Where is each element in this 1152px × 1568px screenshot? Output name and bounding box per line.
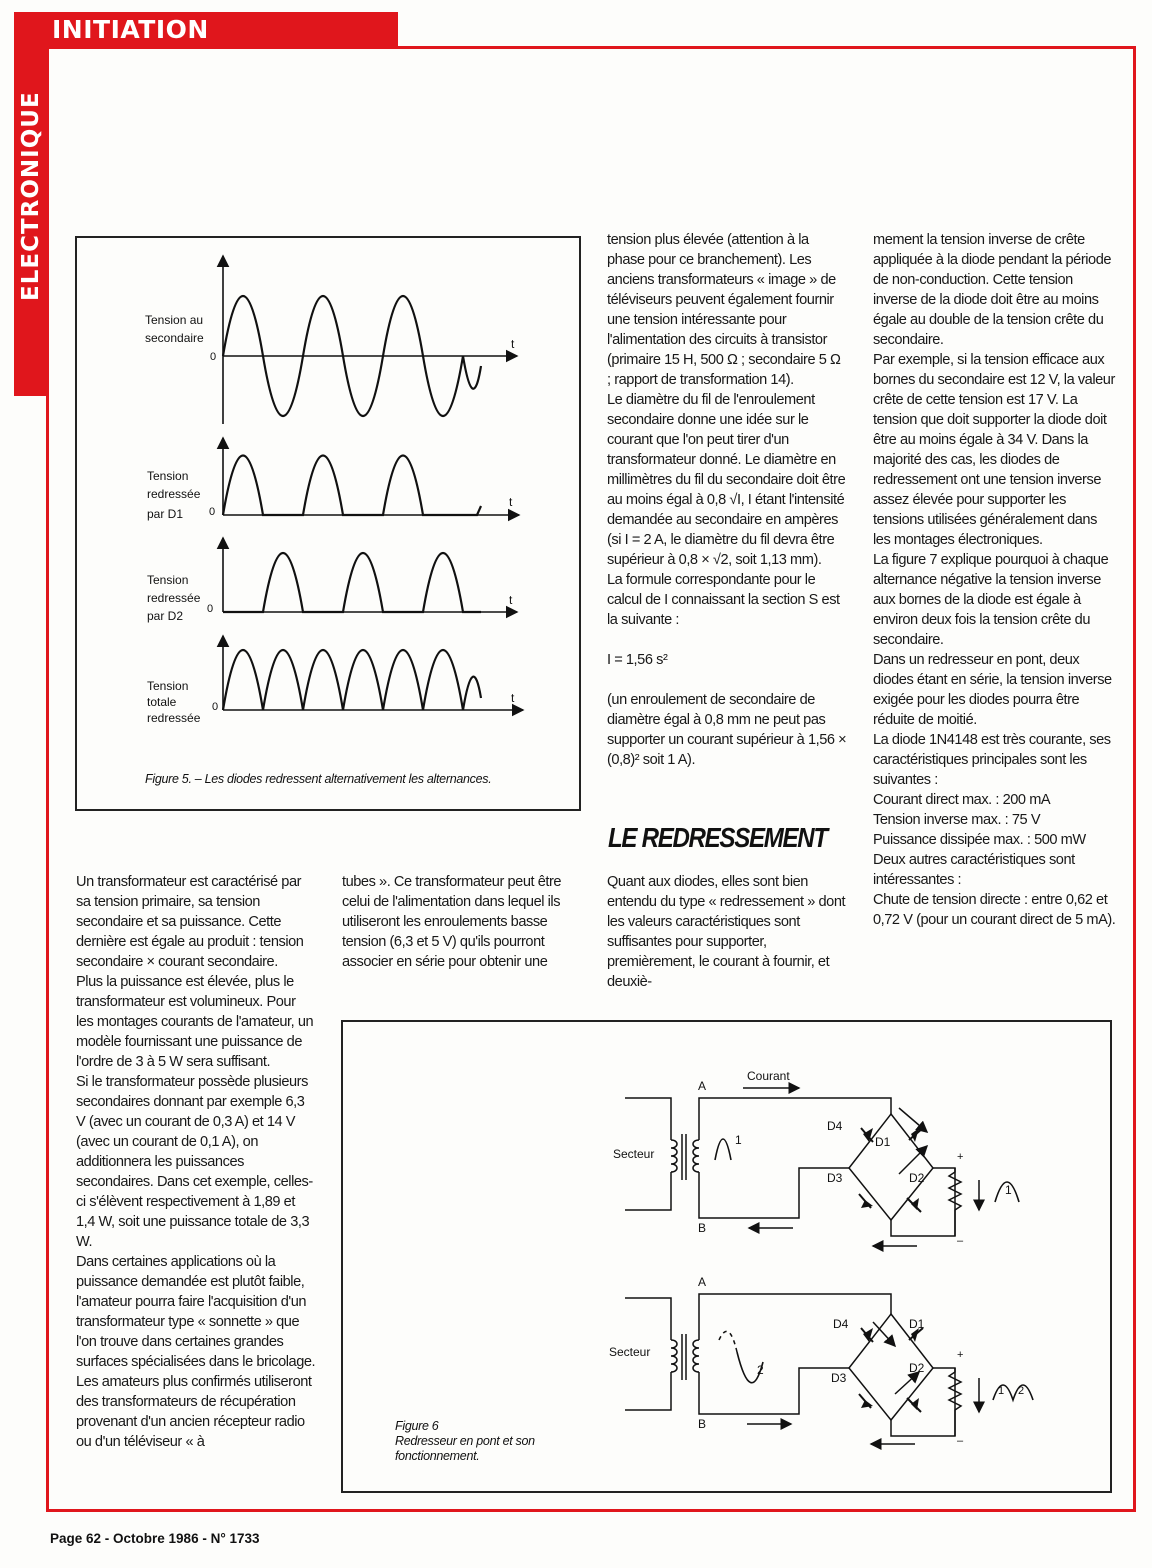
label-mains-bottom: Secteur [609, 1345, 651, 1359]
figure-6 [341, 1020, 1112, 1493]
primary-coil-top [671, 1140, 677, 1172]
label-d2-top: D2 [909, 1171, 925, 1185]
label-d1-top: D1 [875, 1135, 891, 1149]
column-2 [342, 872, 582, 972]
label-d2-2: redressée [147, 591, 201, 605]
column-3 [607, 230, 847, 770]
label-d1-2: redressée [147, 487, 201, 501]
label-alt2-bottom: 2 [757, 1363, 764, 1377]
label-d2-bottom: D2 [909, 1361, 925, 1375]
page-footer: Page 62 - Octobre 1986 - N° 1733 [50, 1531, 260, 1546]
paragraph: Les amateurs plus confirmés utiliseront des transformateurs de récupération provenant d'un ancien récepteur radio ou d'un téléviseur « à [76, 1374, 312, 1450]
zero-total: 0 [212, 701, 219, 713]
label-alt1-top: 1 [735, 1133, 742, 1147]
label-total-1: Tension [147, 679, 189, 693]
t-total: t [511, 691, 515, 705]
label-plus-bottom: + [957, 1349, 964, 1361]
wave-d1 [223, 456, 481, 516]
label-a-bottom: A [698, 1275, 707, 1289]
label-d4-bottom: D4 [833, 1317, 849, 1331]
formula-note: (un enroulement de secondaire de diamètre égal à 0,8 mm ne peut pas supporter un courant supérieur à 1,56 × (0,8)² soit 1 A). [607, 692, 847, 768]
paragraph: Un transformateur est caractérisé par sa tension primaire, sa tension secondaire et sa puissance. Cette dernière est égale au produit : tension secondaire × courant secondaire. [76, 874, 304, 970]
label-b-bottom: B [698, 1417, 707, 1431]
wave-d2 [223, 553, 481, 612]
figure-5-graph [77, 238, 579, 809]
t-d2: t [509, 593, 513, 607]
label-d4-top: D4 [827, 1119, 843, 1133]
paragraph: Plus la puissance est élevée, plus le transformateur est volumineux. Pour les montages courants de l'amateur, un modèle fournissant une puissance de l'ordre de 3 à 5 W sera suffisant. [76, 974, 314, 1070]
label-a-top: A [698, 1079, 707, 1093]
paragraph: Dans certaines applications où la puissance demandée est plutôt faible, l'amateur pourra faire l'acquisition d'un transformateur type « sonnette » que l'on trouve dans certaines grandes surfaces spécialisées dans le bricolage. [76, 1254, 316, 1370]
label-d3-top: D3 [827, 1171, 843, 1185]
paragraph: tension plus élevée (attention à la phase pour ce branchement). Les anciens transformateurs « image » de téléviseurs peuvent également fournir une tension intéressante pour l'alimentation des circuits à transistor (primaire 15 H, 500 Ω ; secondaire 5 Ω ; rapport de transformation 14). [607, 232, 841, 388]
label-secondary-2: secondaire [145, 331, 204, 345]
formula: I = 1,56 s² [607, 652, 668, 668]
figure-5 [75, 236, 581, 811]
wave-total [223, 650, 481, 710]
wire-a-top [699, 1098, 891, 1140]
column-4 [873, 230, 1116, 930]
label-secondary-1: Tension au [145, 313, 204, 327]
section-heading: LE REDRESSEMENT [608, 822, 827, 853]
label-alt1-load-bottom: 1 [998, 1385, 1005, 1397]
label-mains-top: Secteur [613, 1147, 655, 1161]
label-d2-1: Tension [147, 573, 189, 587]
column-3-bottom [607, 872, 847, 992]
figure-6-caption-1: Redresseur en pont et son [395, 1434, 535, 1448]
label-b-top: B [698, 1221, 707, 1235]
label-alt2-load-bottom: 2 [1018, 1385, 1025, 1397]
zero-secondary: 0 [210, 351, 217, 363]
paragraph: La figure 7 explique pourquoi à chaque alternance négative la tension inverse aux bornes de la diode est égale à environ deux fois la tension crête du secondaire. [873, 552, 1109, 648]
label-d3-bottom: D3 [831, 1371, 847, 1385]
spec-line: Tension inverse max. : 75 V [873, 812, 1041, 828]
zero-d2: 0 [207, 603, 214, 615]
spec-line: Courant direct max. : 200 mA [873, 792, 1051, 808]
figure-5-caption: Figure 5. – Les diodes redressent alternativement les alternances. [145, 772, 492, 786]
paragraph: Par exemple, si la tension efficace aux bornes du secondaire est 12 V, la valeur crête de cette tension est 17 V. La tension que doit supporter la diode doit être au moins égale à 34 V. Dans la majorité des cas, les diodes de redressement ont une tension inverse assez élevée pour supporter les tensions utilisées généralement dans les montages électroniques. [873, 352, 1115, 548]
paragraph: La diode 1N4148 est très courante, ses caractéristiques principales sont les suivantes : [873, 732, 1111, 788]
label-minus-top: – [957, 1235, 964, 1247]
section-title: INITIATION [52, 15, 209, 44]
secondary-coil-top [693, 1140, 699, 1172]
paragraph: Dans un redresseur en pont, deux diodes étant en série, la tension inverse exigée pour les diodes pourra être réduite de moitié. [873, 652, 1112, 728]
label-d1-3: par D1 [147, 507, 184, 521]
figure-6-caption-2: fonctionnement. [395, 1449, 480, 1463]
label-d1-bottom: D1 [909, 1317, 925, 1331]
label-d2-3: par D2 [147, 609, 184, 623]
label-minus-bottom: – [957, 1435, 964, 1447]
paragraph: mement la tension inverse de crête appliquée à la diode pendant la période de non-conduction. Cette tension inverse de la diode doit être au moins égale au double de la tension crête du secondaire. [873, 232, 1112, 348]
label-plus-top: + [957, 1151, 964, 1163]
label-alt1-load-top: 1 [1005, 1183, 1012, 1197]
label-total-3: redressée [147, 711, 201, 725]
t-secondary: t [511, 337, 515, 351]
paragraph: Le diamètre du fil de l'enroulement secondaire donne une idée sur le courant que l'on peut tirer d'un transformateur donné. Le diamètre en millimètres du fil du secondaire doit être au moins égal à 0,8 √I, I étant l'intensité demandée au secondaire en ampères (si I = 2 A, le diamètre du fil devra être supérieur à 0,8 × √2, soit 1,13 mm). [607, 392, 846, 568]
column-1 [76, 872, 316, 1452]
figure-6-title: Figure 6 [395, 1419, 439, 1433]
paragraph: Quant aux diodes, elles sont bien entendu du type « redressement » dont les valeurs caractéristiques sont suffisantes pour supporter, premièrement, le courant à fournir, et deuxiè- [607, 874, 846, 990]
label-total-2: totale [147, 695, 177, 709]
sidebar-title: ELECTRONIQUE [18, 91, 44, 301]
paragraph: Chute de tension directe : entre 0,62 et 0,72 V (pour un courant direct de 5 mA). [873, 892, 1116, 928]
paragraph: Si le transformateur possède plusieurs secondaires donnant par exemple 6,3 V (avec un courant de 0,3 A) et 14 V (avec un courant de 0,1 A), on additionnera les puissances secondaires. Dans cet exemple, celles-ci s'élèvent respectivement à 1,89 et 1,4 W, soit une puissance totale de 3,3 W. [76, 1074, 313, 1250]
label-current: Courant [747, 1069, 790, 1083]
t-d1: t [509, 495, 513, 509]
label-d1-1: Tension [147, 469, 189, 483]
paragraph: tubes ». Ce transformateur peut être celui de l'alimentation dans lequel ils utiliseront les enroulements basse tension (6,3 et 5 V) qu'ils pourront associer en série pour obtenir une [342, 874, 562, 970]
spec-line: Puissance dissipée max. : 500 mW [873, 832, 1086, 848]
paragraph: Deux autres caractéristiques sont intéressantes : [873, 852, 1075, 888]
zero-d1: 0 [209, 506, 216, 518]
paragraph: La formule correspondante pour le calcul de I connaissant la section S est la suivante : [607, 572, 840, 628]
figure-6-diagram [343, 1022, 1110, 1491]
